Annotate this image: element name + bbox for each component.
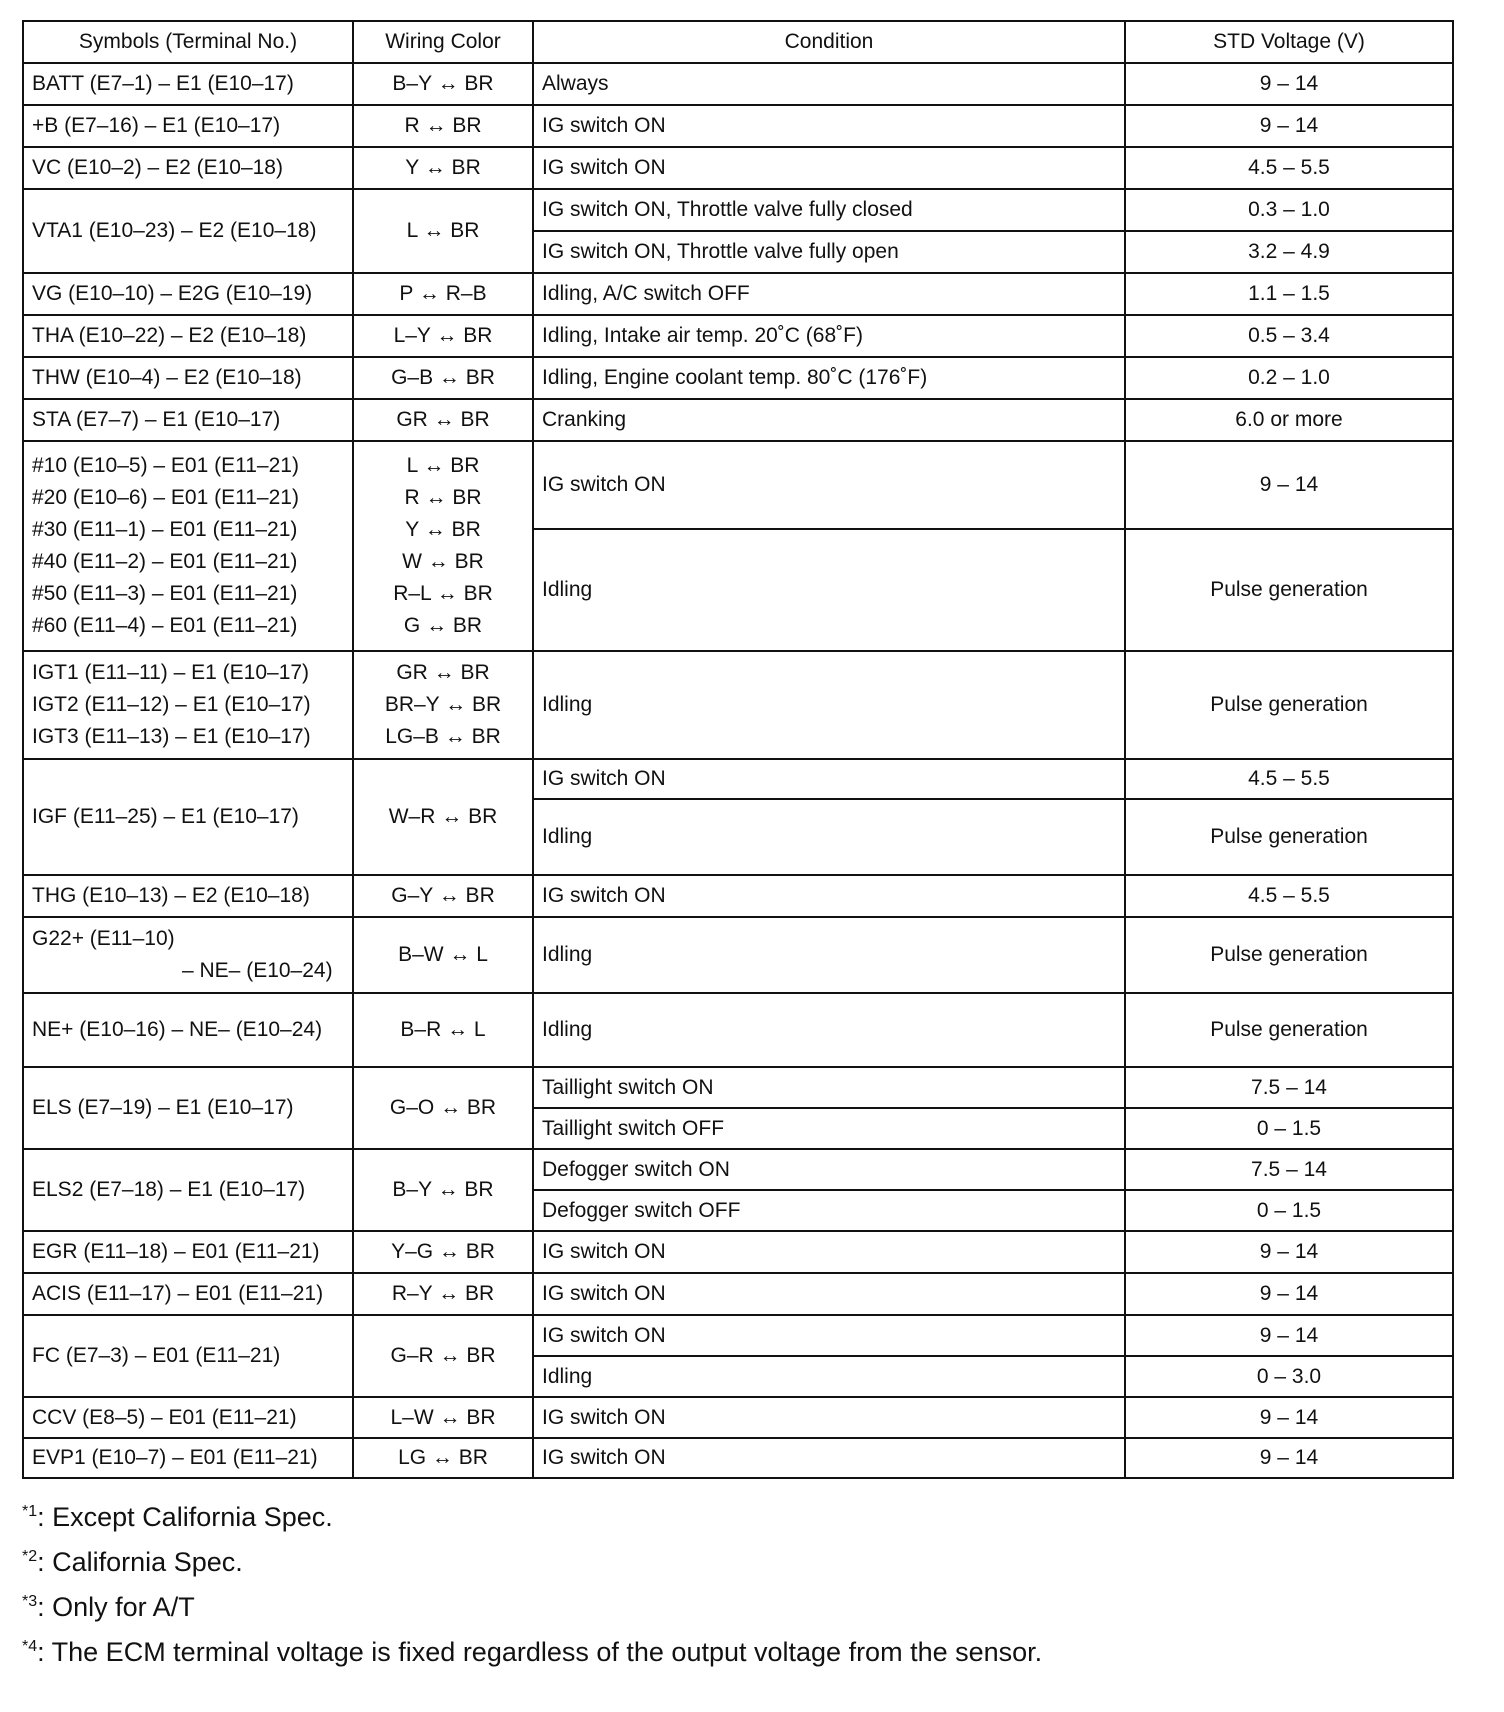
footnote-number: 3 xyxy=(28,1593,38,1610)
condition-cell: Cranking xyxy=(533,399,1125,441)
wiring-color: L–W ↔ BR xyxy=(390,1405,496,1429)
terminal-symbol-cell xyxy=(23,147,353,189)
wiring-color: B–R ↔ L xyxy=(400,1018,486,1041)
table-row xyxy=(23,759,1453,799)
terminal-symbol: IGT3 (E11–13) – E1 (E10–17) xyxy=(32,725,311,748)
table-row xyxy=(23,189,1453,231)
std-voltage-cell: 0.5 – 3.4 xyxy=(1125,315,1453,357)
wiring-color: GR ↔ BR xyxy=(396,661,490,684)
std-voltage-cell: 9 – 14 xyxy=(1125,1231,1453,1273)
terminal-symbol-cell xyxy=(23,1315,353,1397)
terminal-symbol: ELS (E7–19) – E1 (E10–17) xyxy=(32,1096,294,1119)
table-row xyxy=(23,399,1453,441)
condition-cell: Defogger switch OFF xyxy=(533,1190,1125,1231)
wiring-color-cell xyxy=(353,357,533,399)
terminal-symbol: VTA1 (E10–23) – E2 (E10–18) xyxy=(32,219,317,242)
table-row xyxy=(23,875,1453,917)
wiring-color-cell xyxy=(353,993,533,1067)
terminal-symbol-cell xyxy=(23,917,353,993)
table-row xyxy=(23,147,1453,189)
wiring-color-cell xyxy=(353,759,533,875)
terminal-voltage-table xyxy=(22,20,1454,1479)
terminal-symbol: #50 (E11–3) – E01 (E11–21) xyxy=(32,582,298,605)
wiring-color: L–Y ↔ BR xyxy=(393,324,493,347)
terminal-symbol-cell xyxy=(23,993,353,1067)
wiring-color: W–R ↔ BR xyxy=(388,805,498,828)
std-voltage-cell: 4.5 – 5.5 xyxy=(1125,759,1453,799)
table-row xyxy=(23,63,1453,105)
condition-cell: IG switch ON xyxy=(533,1231,1125,1273)
footnote-text: : Except California Spec. xyxy=(37,1502,333,1532)
terminal-symbol: THG (E10–13) – E2 (E10–18) xyxy=(32,884,310,907)
table-row xyxy=(23,917,1453,993)
std-voltage-cell: 0 – 1.5 xyxy=(1125,1108,1453,1149)
std-voltage-cell: 4.5 – 5.5 xyxy=(1125,875,1453,917)
terminal-symbol: BATT (E7–1) – E1 (E10–17) xyxy=(32,72,294,95)
terminal-symbol: – NE– (E10–24) xyxy=(182,959,333,982)
std-voltage-cell: Pulse generation xyxy=(1125,529,1453,651)
header-std-voltage: STD Voltage (V) xyxy=(1125,21,1453,63)
wiring-color-cell xyxy=(353,273,533,315)
footnote-mark: *4 xyxy=(22,1638,38,1655)
condition-cell: Idling xyxy=(533,917,1125,993)
wiring-color-cell xyxy=(353,917,533,993)
wiring-color-cell xyxy=(353,63,533,105)
condition-cell: IG switch ON, Throttle valve fully closed xyxy=(533,189,1125,231)
terminal-symbol: VG (E10–10) – E2G (E10–19) xyxy=(32,282,313,305)
condition-cell: IG switch ON xyxy=(533,105,1125,147)
std-voltage-cell: 9 – 14 xyxy=(1125,1273,1453,1315)
wiring-color: G ↔ BR xyxy=(403,614,483,637)
footnote xyxy=(22,1537,1042,1582)
wiring-color: GR ↔ BR xyxy=(396,408,490,431)
footnote-mark: *2 xyxy=(22,1548,38,1565)
condition-cell: IG switch ON xyxy=(533,1273,1125,1315)
std-voltage-cell: 1.1 – 1.5 xyxy=(1125,273,1453,315)
wiring-color: L ↔ BR xyxy=(406,454,480,477)
std-voltage-cell: 0.2 – 1.0 xyxy=(1125,357,1453,399)
condition-cell: Idling xyxy=(533,529,1125,651)
terminal-symbol: FC (E7–3) – E01 (E11–21) xyxy=(32,1344,281,1367)
condition-cell: IG switch ON xyxy=(533,1438,1125,1478)
std-voltage-cell: Pulse generation xyxy=(1125,799,1453,875)
table-row xyxy=(23,441,1453,529)
terminal-symbol: STA (E7–7) – E1 (E10–17) xyxy=(32,408,281,431)
footnote-mark: *3 xyxy=(22,1593,38,1610)
std-voltage-cell: Pulse generation xyxy=(1125,917,1453,993)
wiring-color: R ↔ BR xyxy=(404,114,482,137)
wiring-color: LG ↔ BR xyxy=(398,1446,488,1469)
terminal-symbol: #30 (E11–1) – E01 (E11–21) xyxy=(32,518,298,541)
wiring-color-cell xyxy=(353,1231,533,1273)
wiring-color: B–Y ↔ BR xyxy=(392,72,494,95)
wiring-color-cell xyxy=(353,1149,533,1231)
terminal-symbol-cell xyxy=(23,759,353,875)
wiring-color: B–Y ↔ BR xyxy=(392,1178,494,1201)
wiring-color: Y ↔ BR xyxy=(405,518,481,541)
wiring-color: G–Y ↔ BR xyxy=(391,884,495,907)
terminal-symbol: NE+ (E10–16) – NE– (E10–24) xyxy=(32,1018,323,1041)
header-wiring-color: Wiring Color xyxy=(353,21,533,63)
wiring-color: Y–G ↔ BR xyxy=(391,1240,495,1263)
table-row xyxy=(23,651,1453,759)
std-voltage-cell: Pulse generation xyxy=(1125,993,1453,1067)
table-row xyxy=(23,1397,1453,1438)
condition-cell: Taillight switch ON xyxy=(533,1067,1125,1108)
table-header-row xyxy=(23,21,1453,63)
std-voltage-cell: 4.5 – 5.5 xyxy=(1125,147,1453,189)
condition-cell: Idling, Engine coolant temp. 80˚C (176˚F) xyxy=(533,357,1125,399)
footnote-number: 2 xyxy=(28,1548,38,1565)
terminal-symbol-cell xyxy=(23,651,353,759)
wiring-color-cell xyxy=(353,441,533,651)
terminal-symbol: IGF (E11–25) – E1 (E10–17) xyxy=(32,805,299,828)
terminal-symbol-cell xyxy=(23,1231,353,1273)
footnote-text: : The ECM terminal voltage is fixed regardless of the output voltage from the sensor. xyxy=(37,1637,1043,1667)
table-row xyxy=(23,1231,1453,1273)
condition-cell: Idling xyxy=(533,651,1125,759)
footnote xyxy=(22,1492,1042,1537)
terminal-symbol: #20 (E10–6) – E01 (E11–21) xyxy=(32,486,299,509)
table-row xyxy=(23,273,1453,315)
condition-cell: Taillight switch OFF xyxy=(533,1108,1125,1149)
terminal-symbol: VC (E10–2) – E2 (E10–18) xyxy=(32,156,283,179)
table-row xyxy=(23,357,1453,399)
std-voltage-cell: 3.2 – 4.9 xyxy=(1125,231,1453,273)
condition-cell: Idling, A/C switch OFF xyxy=(533,273,1125,315)
footnote xyxy=(22,1582,1042,1627)
table-row xyxy=(23,1149,1453,1190)
header-symbols: Symbols (Terminal No.) xyxy=(23,21,353,63)
table-row xyxy=(23,993,1453,1067)
condition-cell: Always xyxy=(533,63,1125,105)
terminal-symbol-cell xyxy=(23,1438,353,1478)
header-condition: Condition xyxy=(533,21,1125,63)
condition-cell: Idling xyxy=(533,993,1125,1067)
condition-cell: IG switch ON xyxy=(533,759,1125,799)
condition-cell: Idling xyxy=(533,1356,1125,1397)
terminal-symbol-cell xyxy=(23,105,353,147)
terminal-symbol-cell xyxy=(23,1273,353,1315)
terminal-symbol: +B (E7–16) – E1 (E10–17) xyxy=(32,114,281,137)
std-voltage-cell: 7.5 – 14 xyxy=(1125,1149,1453,1190)
wiring-color-cell xyxy=(353,105,533,147)
wiring-color: Y ↔ BR xyxy=(405,156,481,179)
terminal-symbol-cell xyxy=(23,1149,353,1231)
wiring-color: G–O ↔ BR xyxy=(389,1096,497,1119)
wiring-color: P ↔ R–B xyxy=(399,282,487,305)
terminal-symbol-cell xyxy=(23,315,353,357)
terminal-symbol-cell xyxy=(23,357,353,399)
footnote-text: : California Spec. xyxy=(37,1547,243,1577)
wiring-color: R–L ↔ BR xyxy=(393,582,493,605)
footnote-number: 4 xyxy=(28,1638,38,1655)
wiring-color: B–W ↔ L xyxy=(398,943,488,966)
std-voltage-cell: 9 – 14 xyxy=(1125,1438,1453,1478)
condition-cell: Idling xyxy=(533,799,1125,875)
terminal-symbol-cell xyxy=(23,1067,353,1149)
wiring-color: L ↔ BR xyxy=(406,219,480,242)
wiring-color-cell xyxy=(353,1273,533,1315)
wiring-color-cell xyxy=(353,1315,533,1397)
terminal-symbol: ACIS (E11–17) – E01 (E11–21) xyxy=(32,1282,324,1305)
terminal-symbol: #10 (E10–5) – E01 (E11–21) xyxy=(32,454,299,477)
footnote-text: : Only for A/T xyxy=(37,1592,195,1622)
std-voltage-cell: 9 – 14 xyxy=(1125,441,1453,529)
condition-cell: IG switch ON xyxy=(533,875,1125,917)
condition-cell: Idling, Intake air temp. 20˚C (68˚F) xyxy=(533,315,1125,357)
condition-cell: IG switch ON xyxy=(533,147,1125,189)
std-voltage-cell: Pulse generation xyxy=(1125,651,1453,759)
terminal-symbol-cell xyxy=(23,189,353,273)
terminal-symbol: CCV (E8–5) – E01 (E11–21) xyxy=(32,1405,297,1429)
wiring-color-cell xyxy=(353,1438,533,1478)
terminal-symbol: #40 (E11–2) – E01 (E11–21) xyxy=(32,550,298,573)
table-row xyxy=(23,1273,1453,1315)
terminal-symbol: #60 (E11–4) – E01 (E11–21) xyxy=(32,614,298,637)
std-voltage-cell: 9 – 14 xyxy=(1125,63,1453,105)
std-voltage-cell: 0 – 1.5 xyxy=(1125,1190,1453,1231)
table-row xyxy=(23,1438,1453,1478)
wiring-color: R–Y ↔ BR xyxy=(391,1282,495,1305)
wiring-color-cell xyxy=(353,875,533,917)
wiring-color: BR–Y ↔ BR xyxy=(384,693,502,716)
std-voltage-cell: 6.0 or more xyxy=(1125,399,1453,441)
terminal-symbol: THA (E10–22) – E2 (E10–18) xyxy=(32,324,307,347)
terminal-symbol-cell xyxy=(23,63,353,105)
wiring-color: G–B ↔ BR xyxy=(391,366,495,389)
terminal-symbol-cell xyxy=(23,399,353,441)
terminal-symbol: ELS2 (E7–18) – E1 (E10–17) xyxy=(32,1178,306,1201)
std-voltage-cell: 7.5 – 14 xyxy=(1125,1067,1453,1108)
footnote xyxy=(22,1627,1042,1672)
wiring-color-cell xyxy=(353,1397,533,1438)
wiring-color-cell xyxy=(353,147,533,189)
table-row xyxy=(23,105,1453,147)
table-row xyxy=(23,315,1453,357)
wiring-color: G–R ↔ BR xyxy=(390,1344,496,1367)
terminal-symbol-cell xyxy=(23,273,353,315)
terminal-symbol: IGT2 (E11–12) – E1 (E10–17) xyxy=(32,693,311,716)
wiring-color: LG–B ↔ BR xyxy=(385,725,501,748)
wiring-color: R ↔ BR xyxy=(404,486,482,509)
footnotes xyxy=(22,1492,1042,1672)
std-voltage-cell: 0 – 3.0 xyxy=(1125,1356,1453,1397)
terminal-symbol: EVP1 (E10–7) – E01 (E11–21) xyxy=(32,1446,318,1469)
wiring-color-cell xyxy=(353,189,533,273)
condition-cell: IG switch ON xyxy=(533,1397,1125,1438)
wiring-color-cell xyxy=(353,1067,533,1149)
std-voltage-cell: 9 – 14 xyxy=(1125,1397,1453,1438)
condition-cell: IG switch ON, Throttle valve fully open xyxy=(533,231,1125,273)
wiring-color-cell xyxy=(353,399,533,441)
std-voltage-cell: 9 – 14 xyxy=(1125,105,1453,147)
wiring-color-cell xyxy=(353,651,533,759)
condition-cell: IG switch ON xyxy=(533,441,1125,529)
terminal-symbol-cell xyxy=(23,875,353,917)
table-row xyxy=(23,1067,1453,1108)
std-voltage-cell: 9 – 14 xyxy=(1125,1315,1453,1356)
terminal-symbol: EGR (E11–18) – E01 (E11–21) xyxy=(32,1240,320,1263)
terminal-symbol-cell xyxy=(23,441,353,651)
footnote-mark: *1 xyxy=(22,1503,38,1520)
condition-cell: Defogger switch ON xyxy=(533,1149,1125,1190)
footnote-number: 1 xyxy=(28,1503,38,1520)
table-body xyxy=(23,63,1453,1478)
terminal-symbol: THW (E10–4) – E2 (E10–18) xyxy=(32,366,302,389)
terminal-symbol: G22+ (E11–10) xyxy=(32,927,175,950)
terminal-symbol-cell xyxy=(23,1397,353,1438)
wiring-color-cell xyxy=(353,315,533,357)
condition-cell: IG switch ON xyxy=(533,1315,1125,1356)
table-row xyxy=(23,1315,1453,1356)
wiring-color: W ↔ BR xyxy=(402,550,484,573)
terminal-symbol: IGT1 (E11–11) – E1 (E10–17) xyxy=(32,661,310,684)
std-voltage-cell: 0.3 – 1.0 xyxy=(1125,189,1453,231)
